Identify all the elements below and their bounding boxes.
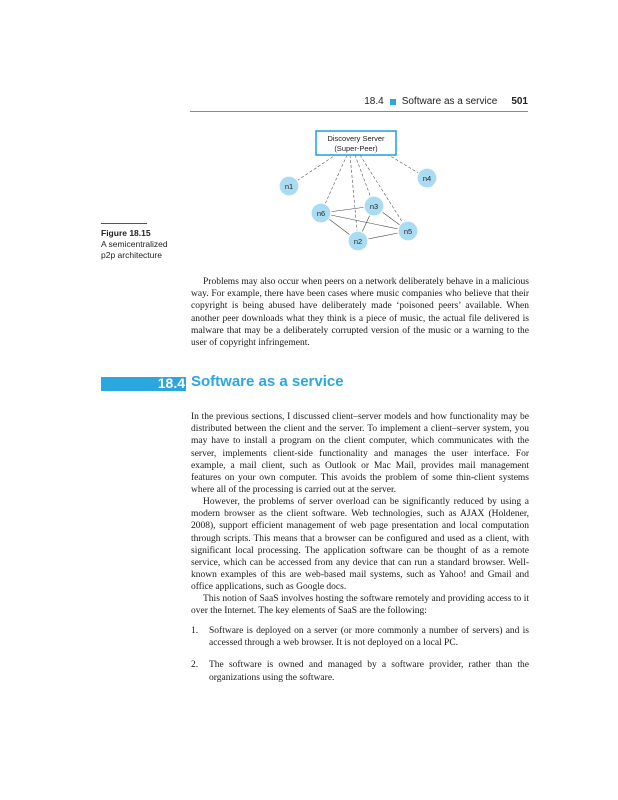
paragraph-browser-client: However, the problems of server overload can be significantly reduced by using a modern browser as the client software. Web technologies, such as AJAX (Holdener, 2008), support efficient management of web page presentation and local computation through scripts. This means that a browser can be configured and used as a client, with significant local processing. The application software can be thought of as a remote service, which can be accessed from any device that can run a standard browser. Well-known examples of this are web-based mail systems, such as Yahoo! and Gmail and office applications, such as Google docs.: [191, 497, 529, 593]
page-number: 501: [511, 96, 528, 107]
peer-node-n4: [417, 168, 437, 188]
list-item-text: The software is owned and managed by a software provider, rather than the organizations using the software.: [209, 660, 529, 683]
header-section-title: Software as a service: [401, 96, 498, 107]
list-item-text: Software is deployed on a server (or more commonly a number of servers) and is accessed through a web browser. It is not deployed on a local PC.: [209, 626, 529, 649]
peer-node-label-n2: n2: [353, 237, 363, 246]
running-header: [364, 96, 528, 107]
peer-node-n3: [364, 196, 384, 216]
section-heading: [101, 373, 531, 391]
figure-number: Figure 18.15: [101, 228, 151, 238]
list-item-number: 2.: [191, 660, 199, 671]
server-link-n5: [360, 155, 408, 231]
paragraph-malicious-peers: Problems may also occur when peers on a network deliberately behave in a malicious way. For example, there have been cases where music companies who believe that their copyright is being abused have deliberately made ‘poisoned peers’ available. When another peer downloads what they think is a piece of music, the actual file delivered is malware that may be a deliberately corrupted version of the music or a warning to the user of copyright infringement.: [191, 277, 529, 349]
discovery-server: [316, 131, 396, 155]
peer-link-n6-n5: [321, 213, 408, 231]
paragraph-client-server: In the previous sections, I discussed client–server models and how functionality may be distributed between the client and the server. To implement a client–server system, you may have to install a program on the client computer, which communicates with the server, implements client-side functionality and manages the user interface. For example, a mail client, such as Outlook or Mac Mail, provides mail management features on your own computer. This avoids the problem of some thin-client systems where all of the processing is carried out at the server.: [191, 412, 529, 496]
peer-node-label-n5: n5: [403, 227, 413, 236]
figure-caption-line1: A semicentralized: [101, 239, 168, 249]
server-label-line2: (Super-Peer): [334, 144, 378, 153]
header-rule: [190, 111, 528, 112]
peer-node-label-n1: n1: [284, 182, 294, 191]
list-item-number: 1.: [191, 626, 199, 636]
figure-caption: [101, 228, 191, 261]
header-square-icon: [390, 99, 396, 105]
peer-node-n5: [398, 221, 418, 241]
peer-node-label-n6: n6: [316, 209, 326, 218]
list-item: [191, 659, 529, 683]
header-section-number: 18.4: [364, 96, 384, 107]
paragraph-saas-notion: This notion of SaaS involves hosting the software remotely and providing access to it over the Internet. The key elements of SaaS are the following:: [191, 594, 529, 617]
list-item: [191, 625, 529, 649]
peer-node-label-n3: n3: [369, 202, 379, 211]
peer-node-n6: [311, 203, 331, 223]
figure-caption-rule: [101, 223, 147, 224]
peer-node-label-n4: n4: [422, 174, 432, 183]
peer-node-n1: [279, 176, 299, 196]
section-title: Software as a service: [191, 373, 344, 390]
peer-node-n2: [348, 231, 368, 251]
server-label-line1: Discovery Server: [327, 134, 385, 143]
server-link-n2: [350, 155, 358, 241]
saas-key-elements-list: [191, 625, 529, 694]
figure-caption-line2: p2p architecture: [101, 250, 162, 260]
p2p-architecture-diagram: [262, 124, 462, 264]
section-number: 18.4: [157, 375, 185, 391]
